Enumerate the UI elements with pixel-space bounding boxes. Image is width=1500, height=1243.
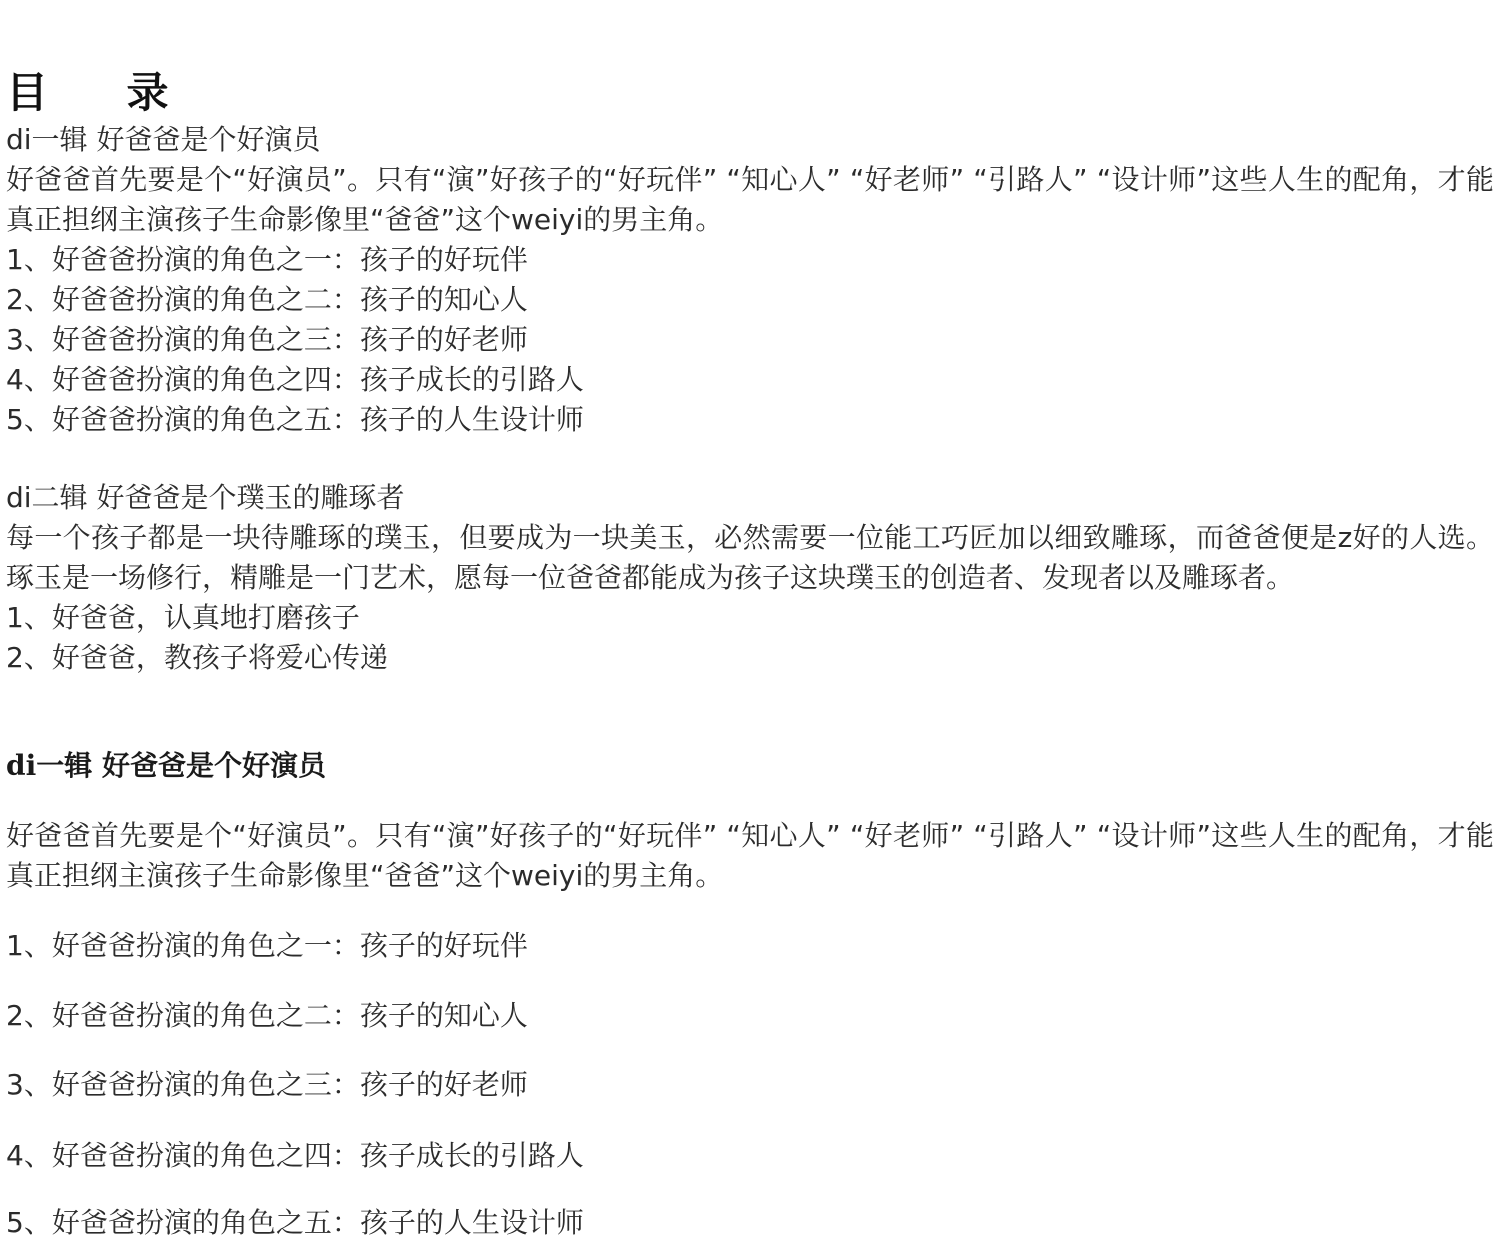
- section-intro-block: [6, 816, 1494, 896]
- toc-part2-item: 1、好爸爸，认真地打磨孩子: [6, 601, 360, 634]
- toc-part2: [6, 478, 1494, 678]
- toc-part1: [6, 120, 1494, 440]
- section-intro: 好爸爸首先要是个“好演员”。只有“演”好孩子的“好玩伴” “知心人” “好老师” “引路人” “设计师”这些人生的配角，才能真正担纲主演孩子生命影像里“爸爸”这个weiyi的男主角。: [6, 819, 1494, 892]
- toc-part2-intro: 每一个孩子都是一块待雕琢的璞玉，但要成为一块美玉，必然需要一位能工巧匠加以细致雕琢，而爸爸便是z好的人选。琢玉是一场修行，精雕是一门艺术，愿每一位爸爸都能成为孩子这块璞玉的创造者、发现者以及雕琢者。: [6, 521, 1494, 594]
- section-list-item: 3、好爸爸扮演的角色之三：孩子的好老师: [6, 1068, 528, 1101]
- toc-part1-item: 1、好爸爸扮演的角色之一：孩子的好玩伴: [6, 243, 528, 276]
- toc-title: 目 录: [6, 68, 173, 117]
- toc-part1-item: 3、好爸爸扮演的角色之三：孩子的好老师: [6, 323, 528, 356]
- toc-part1-item: 2、好爸爸扮演的角色之二：孩子的知心人: [6, 283, 528, 316]
- section-heading: di一辑 好爸爸是个好演员: [6, 749, 326, 782]
- toc-part1-heading: di一辑 好爸爸是个好演员: [6, 123, 321, 156]
- section-list-item: 1、好爸爸扮演的角色之一：孩子的好玩伴: [6, 929, 528, 962]
- toc-part1-item: 4、好爸爸扮演的角色之四：孩子成长的引路人: [6, 363, 584, 396]
- toc-part1-item: 5、好爸爸扮演的角色之五：孩子的人生设计师: [6, 403, 584, 436]
- section-list-item: 5、好爸爸扮演的角色之五：孩子的人生设计师: [6, 1206, 584, 1239]
- section-list-item: 2、好爸爸扮演的角色之二：孩子的知心人: [6, 999, 528, 1032]
- toc-part1-intro: 好爸爸首先要是个“好演员”。只有“演”好孩子的“好玩伴” “知心人” “好老师” “引路人” “设计师”这些人生的配角，才能真正担纲主演孩子生命影像里“爸爸”这个weiyi的男主角。: [6, 163, 1494, 236]
- toc-part2-heading: di二辑 好爸爸是个璞玉的雕琢者: [6, 481, 405, 514]
- toc-part2-item: 2、好爸爸，教孩子将爱心传递: [6, 641, 388, 674]
- section-list-item: 4、好爸爸扮演的角色之四：孩子成长的引路人: [6, 1139, 584, 1172]
